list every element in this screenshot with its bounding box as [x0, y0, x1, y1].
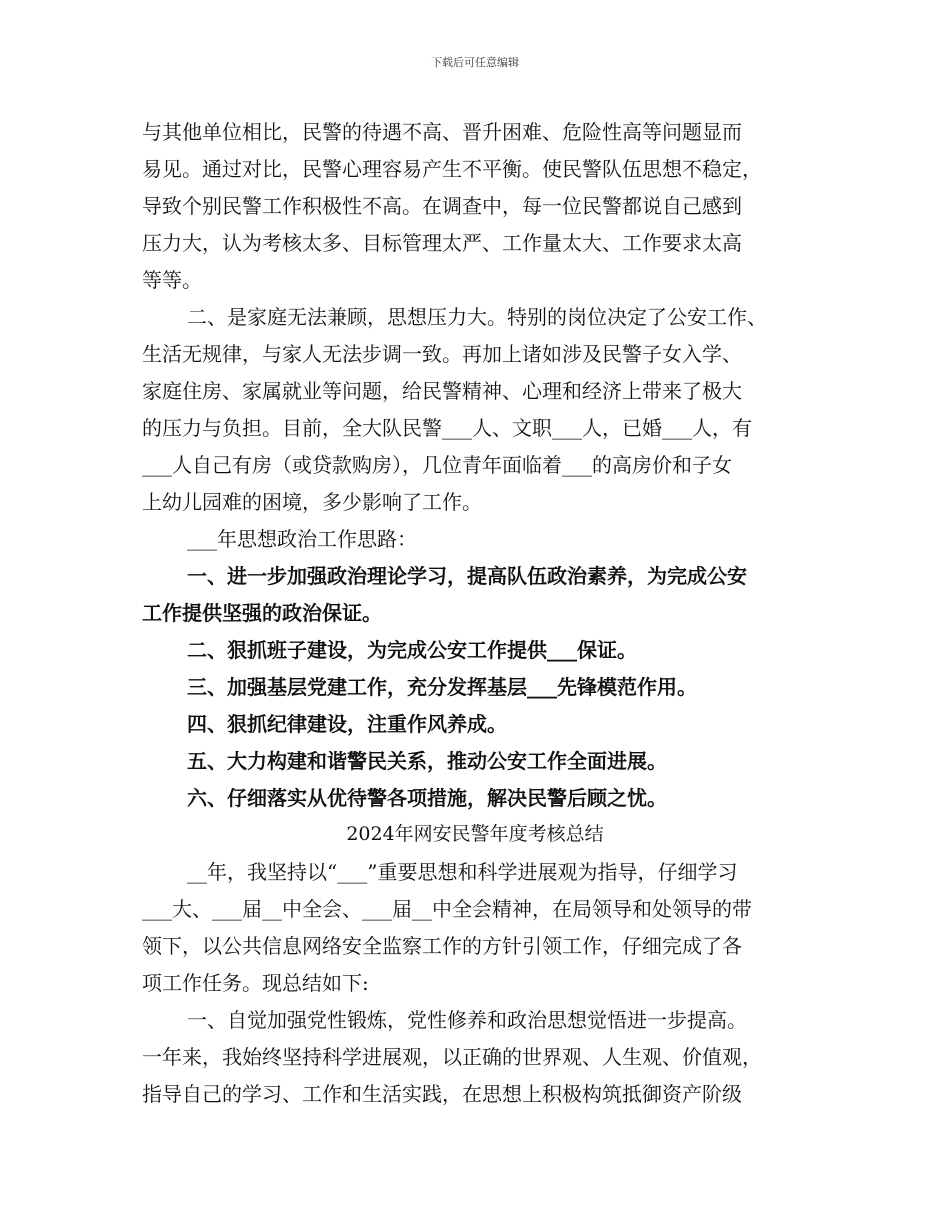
body-line: 一、自觉加强党性锻炼，党性修养和政治思想觉悟进一步提高。 — [187, 1008, 747, 1032]
body-line: 一年来，我始终坚持科学进展观，以正确的世界观、人生观、价值观， — [142, 1045, 762, 1069]
bold-point: 二、狠抓班子建设，为完成公安工作提供___保证。 — [187, 638, 637, 662]
body-line: 家庭住房、家属就业等问题，给民警精神、心理和经济上带来了极大 — [142, 379, 742, 403]
body-line: ___大、___届__中全会、___届__中全会精神，在局领导和处领导的带 — [142, 897, 752, 921]
body-line: 领下，以公共信息网络安全监察工作的方针引领工作，仔细完成了各 — [142, 934, 742, 958]
body-line: ___人自己有房（或贷款购房），几位青年面临着___的高房价和子女 — [142, 453, 732, 477]
body-line: 指导自己的学习、工作和生活实践，在思想上积极构筑抵御资产阶级 — [142, 1082, 742, 1106]
page-header-note: 下载后可任意编辑 — [431, 56, 519, 69]
body-line: 等等。 — [142, 268, 202, 292]
bold-point: 五、大力构建和谐警民关系，推动公安工作全面进展。 — [187, 749, 667, 773]
document-title: 2024年网安民警年度考核总结 — [346, 823, 604, 845]
bold-point: 三、加强基层党建工作，充分发挥基层___先锋模范作用。 — [187, 675, 697, 699]
bold-point: 一、进一步加强政治理论学习，提高队伍政治素养，为完成公安 — [187, 564, 747, 588]
bold-point: 六、仔细落实从优待警各项措施，解决民警后顾之忧。 — [187, 786, 667, 810]
body-line: 上幼儿园难的困境，多少影响了工作。 — [142, 490, 482, 514]
body-line: 压力大，认为考核太多、目标管理太严、工作量太大、工作要求太高 — [142, 231, 742, 255]
section-intro: ___年思想政治工作思路： — [187, 527, 417, 551]
bold-point: 四、狠抓纪律建设，注重作风养成。 — [187, 712, 507, 736]
bold-point: 工作提供坚强的政治保证。 — [142, 601, 382, 625]
body-line: 的压力与负担。目前，全大队民警___人、文职___人，已婚___人，有 — [142, 416, 752, 440]
body-line: 生活无规律，与家人无法步调一致。再加上诸如涉及民警子女入学、 — [142, 342, 742, 366]
body-line: 与其他单位相比，民警的待遇不高、晋升困难、危险性高等问题显而 — [142, 120, 742, 144]
body-line: 易见。通过对比，民警心理容易产生不平衡。使民警队伍思想不稳定， — [142, 157, 762, 181]
body-line: 项工作任务。现总结如下: — [142, 971, 369, 995]
body-line: 二、是家庭无法兼顾，思想压力大。特别的岗位决定了公安工作、 — [187, 305, 767, 329]
body-line: __年，我坚持以“___”重要思想和科学进展观为指导，仔细学习 — [187, 860, 738, 884]
body-line: 导致个别民警工作积极性不高。在调查中，每一位民警都说自己感到 — [142, 194, 742, 218]
